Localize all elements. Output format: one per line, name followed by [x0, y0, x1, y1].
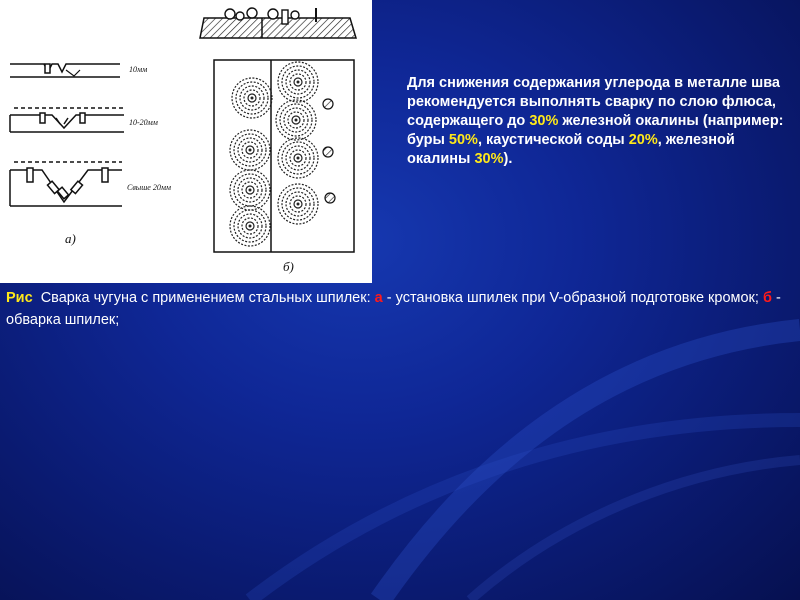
caption-text-3: - обварка шпилек;: [6, 290, 781, 328]
figure-illustration: [0, 0, 372, 283]
dimension-label-1: 10мм: [129, 65, 148, 74]
value-iron-scale: 30%: [474, 151, 504, 167]
main-text-part1: Для снижения содержания углерода в металле шва рекомендуется выполнять сварку по слою флюса, содержащего до: [407, 75, 780, 129]
dimension-label-2: 10-20мм: [129, 118, 158, 127]
main-text-part4: , железной окалины: [407, 132, 735, 167]
joint-profile-3: [10, 162, 122, 206]
caption-text-1: Сварка чугуна с применением стальных шпилек:: [32, 290, 375, 306]
joint-profile-2: [10, 108, 126, 132]
caption-letter-a: а: [374, 290, 383, 306]
plan-view-drawing: [214, 60, 354, 252]
caption-label: Рис: [6, 290, 33, 306]
panel-b-label: б): [283, 259, 294, 274]
caption-letter-b: б: [762, 290, 772, 306]
figure-caption: [6, 287, 786, 331]
value-iron-scale-max: 30%: [529, 113, 559, 129]
value-caustic-soda: 20%: [628, 132, 658, 148]
panel-a-label: а): [65, 231, 76, 246]
dimension-label-3: Свыше 20мм: [127, 183, 172, 192]
main-paragraph: [407, 74, 787, 169]
cross-section-drawing: [200, 8, 356, 38]
value-borax: 50%: [448, 132, 478, 148]
main-text-part2: железной окалины (например: буры: [407, 113, 784, 148]
main-text-part5: ).: [503, 151, 513, 167]
caption-text-2: - установка шпилек при V-образной подготовке кромок;: [382, 290, 763, 306]
main-text-part3: , каустической соды: [477, 132, 629, 148]
joint-profile-1: [10, 64, 120, 77]
